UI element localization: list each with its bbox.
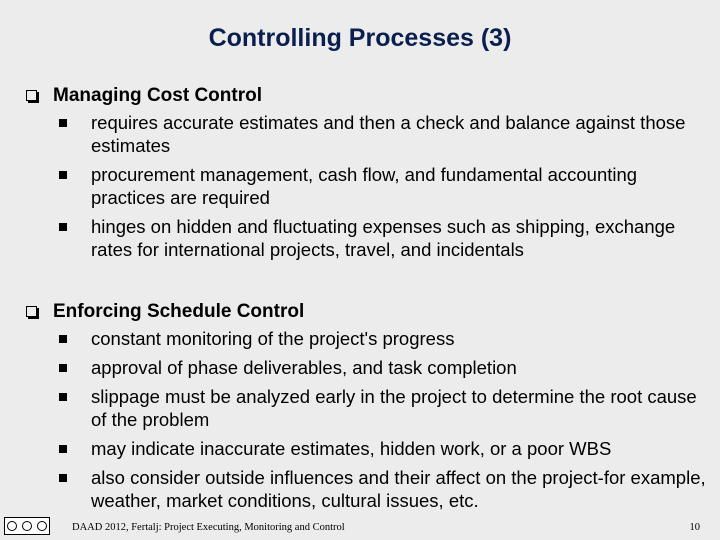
section-cost-control (26, 84, 706, 267)
section-heading-row (26, 300, 706, 323)
section-schedule-control (26, 300, 706, 518)
list-item (26, 385, 706, 431)
section-heading: Enforcing Schedule Control (53, 301, 305, 322)
list-item-text: hinges on hidden and fluctuating expenses such as shipping, exchange rates for international projects, travel, and incidentals (91, 216, 676, 260)
square-bullet-icon (59, 364, 67, 372)
slide-title: Controlling Processes (3) (208, 24, 512, 52)
list-item (26, 437, 706, 460)
checkbox-square-icon (26, 90, 37, 101)
section-heading-row (26, 84, 706, 107)
list-item-text: also consider outside influences and their affect on the project-for example, weather, market conditions, cultural issues, etc. (91, 467, 706, 511)
checkbox-square-icon (26, 306, 37, 317)
footer-text: DAAD 2012, Fertalj: Project Executing, Monitoring and Control (72, 522, 345, 533)
square-bullet-icon (59, 171, 67, 179)
square-bullet-icon (59, 474, 67, 482)
list-item (26, 111, 706, 157)
square-bullet-icon (59, 223, 67, 231)
list-item (26, 163, 706, 209)
bullet-list (26, 327, 706, 512)
list-item-text: procurement management, cash flow, and fundamental accounting practices are required (91, 164, 638, 208)
square-bullet-icon (59, 393, 67, 401)
nc-circle-icon (37, 521, 47, 531)
list-item-text: constant monitoring of the project's progress (91, 328, 455, 349)
section-heading: Managing Cost Control (53, 85, 262, 106)
list-item (26, 356, 706, 379)
bullet-list (26, 111, 706, 261)
list-item-text: slippage must be analyzed early in the project to determine the root cause of the problem (91, 386, 697, 430)
square-bullet-icon (59, 445, 67, 453)
list-item (26, 327, 706, 350)
page-number: 10 (689, 522, 700, 533)
square-bullet-icon (59, 119, 67, 127)
cc-circle-icon (7, 521, 17, 531)
list-item-text: approval of phase deliverables, and task completion (91, 357, 517, 378)
square-bullet-icon (59, 335, 67, 343)
list-item (26, 466, 706, 512)
creative-commons-icon (4, 517, 50, 535)
list-item-text: may indicate inaccurate estimates, hidden work, or a poor WBS (91, 438, 612, 459)
by-circle-icon (22, 521, 32, 531)
list-item (26, 215, 706, 261)
list-item-text: requires accurate estimates and then a check and balance against those estimates (91, 112, 686, 156)
